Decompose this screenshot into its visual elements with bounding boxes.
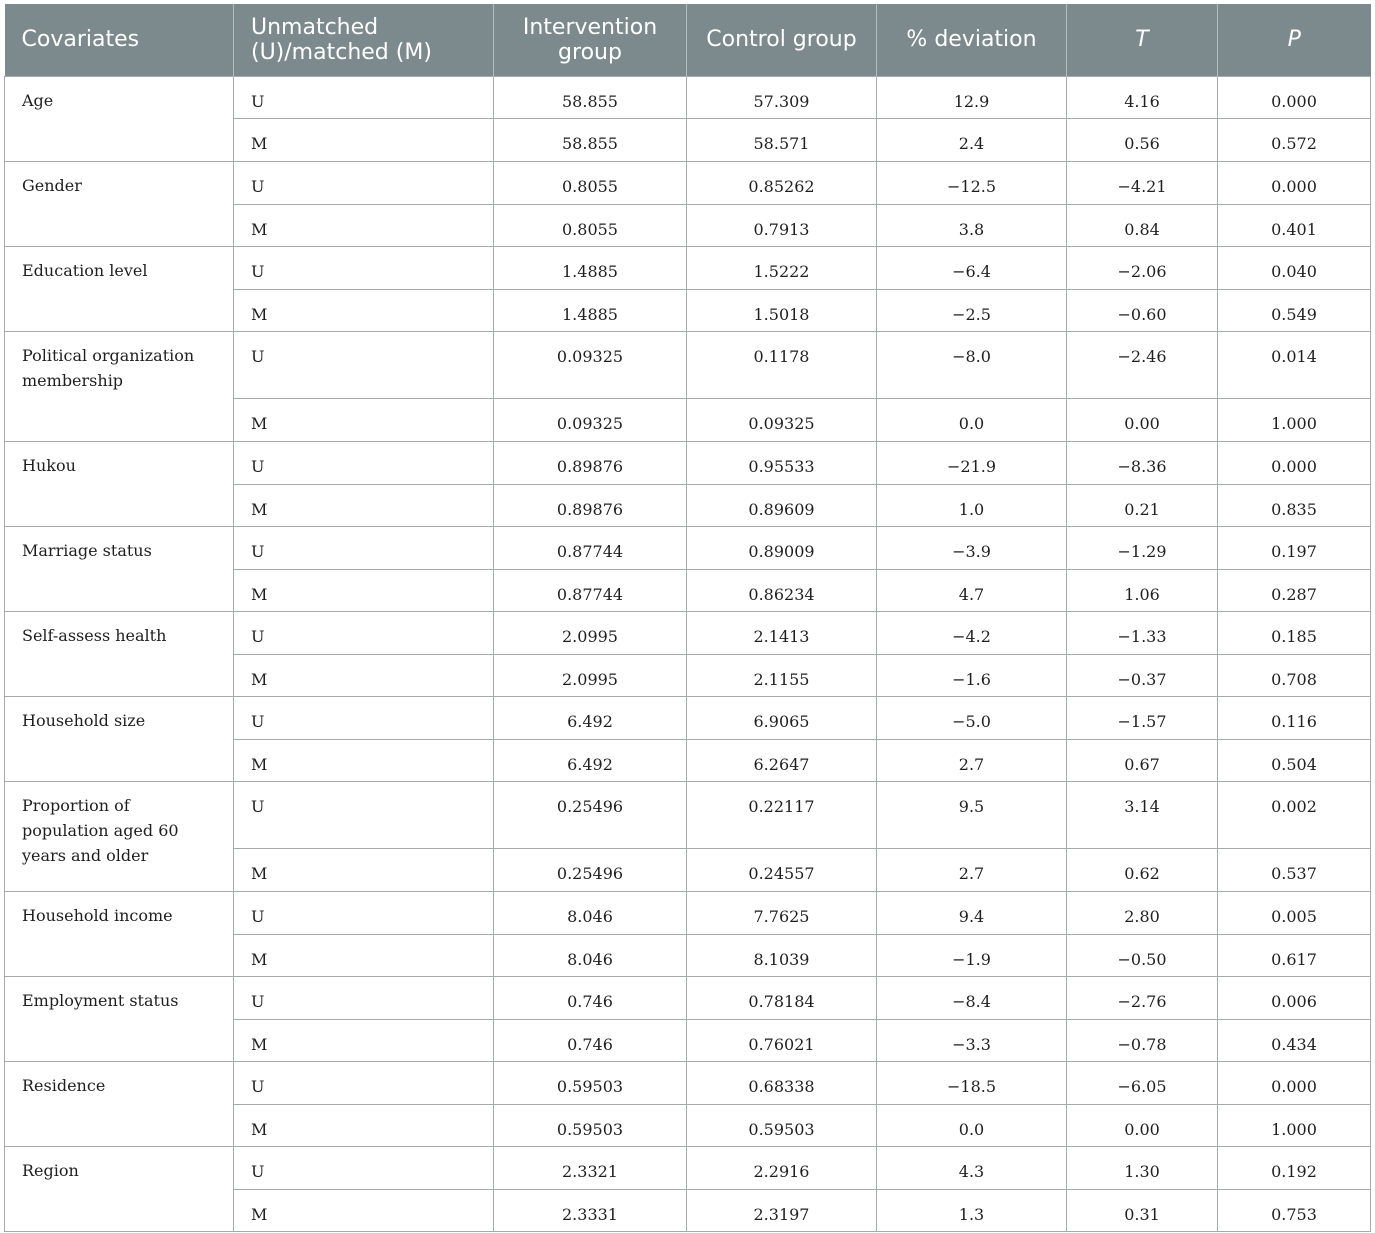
header-row	[5, 4, 1371, 76]
covariate-cell: Household income	[5, 891, 234, 976]
t-cell: −0.60	[1067, 289, 1218, 331]
deviation-cell: 1.0	[877, 484, 1067, 526]
status-cell: U	[234, 526, 494, 569]
table-row	[5, 976, 1371, 1019]
p-cell: 0.006	[1218, 976, 1371, 1019]
t-cell: 0.67	[1067, 739, 1218, 781]
p-cell: 0.434	[1218, 1019, 1371, 1061]
status-cell: M	[234, 1019, 494, 1061]
control-cell: 8.1039	[687, 934, 877, 976]
deviation-cell: −3.3	[877, 1019, 1067, 1061]
t-cell: −2.76	[1067, 976, 1218, 1019]
table-row	[5, 696, 1371, 739]
status-cell: U	[234, 1061, 494, 1104]
deviation-cell: 2.4	[877, 118, 1067, 161]
status-cell: M	[234, 398, 494, 441]
status-cell: U	[234, 976, 494, 1019]
t-cell: −1.33	[1067, 611, 1218, 654]
control-cell: 0.86234	[687, 569, 877, 611]
deviation-cell: −21.9	[877, 441, 1067, 484]
t-cell: −2.46	[1067, 331, 1218, 398]
control-cell: 6.9065	[687, 696, 877, 739]
deviation-cell: 3.8	[877, 204, 1067, 246]
table-row	[5, 526, 1371, 569]
table-row	[5, 76, 1371, 118]
control-cell: 0.89609	[687, 484, 877, 526]
deviation-cell: −1.9	[877, 934, 1067, 976]
control-cell: 2.1155	[687, 654, 877, 696]
intervention-cell: 0.25496	[494, 848, 687, 891]
status-cell: U	[234, 781, 494, 848]
intervention-cell: 0.59503	[494, 1104, 687, 1146]
intervention-cell: 0.87744	[494, 569, 687, 611]
status-cell: M	[234, 204, 494, 246]
status-cell: M	[234, 484, 494, 526]
table-row	[5, 891, 1371, 934]
status-cell: U	[234, 696, 494, 739]
control-cell: 0.76021	[687, 1019, 877, 1061]
status-cell: M	[234, 1189, 494, 1231]
header-p: P	[1218, 4, 1371, 76]
control-cell: 7.7625	[687, 891, 877, 934]
intervention-cell: 0.746	[494, 1019, 687, 1061]
t-cell: −4.21	[1067, 161, 1218, 204]
t-cell: 3.14	[1067, 781, 1218, 848]
t-cell: 4.16	[1067, 76, 1218, 118]
deviation-cell: 1.3	[877, 1189, 1067, 1231]
deviation-cell: −12.5	[877, 161, 1067, 204]
intervention-cell: 58.855	[494, 118, 687, 161]
control-cell: 0.78184	[687, 976, 877, 1019]
covariate-cell: Education level	[5, 246, 234, 331]
table-row	[5, 331, 1371, 398]
status-cell: M	[234, 934, 494, 976]
status-cell: U	[234, 441, 494, 484]
header-covariates: Covariates	[5, 4, 234, 76]
p-cell: 0.014	[1218, 331, 1371, 398]
t-cell: 0.00	[1067, 398, 1218, 441]
t-cell: −8.36	[1067, 441, 1218, 484]
status-cell: M	[234, 848, 494, 891]
intervention-cell: 1.4885	[494, 246, 687, 289]
status-cell: M	[234, 654, 494, 696]
t-cell: 0.00	[1067, 1104, 1218, 1146]
status-cell: M	[234, 1104, 494, 1146]
table-row	[5, 161, 1371, 204]
p-cell: 0.000	[1218, 161, 1371, 204]
intervention-cell: 0.87744	[494, 526, 687, 569]
covariate-cell: Gender	[5, 161, 234, 246]
covariate-cell: Marriage status	[5, 526, 234, 611]
t-cell: −0.50	[1067, 934, 1218, 976]
table-row	[5, 1061, 1371, 1104]
covariate-cell: Self-assess health	[5, 611, 234, 696]
t-cell: 0.56	[1067, 118, 1218, 161]
t-cell: 2.80	[1067, 891, 1218, 934]
control-cell: 0.24557	[687, 848, 877, 891]
covariate-cell: Employment status	[5, 976, 234, 1061]
covariate-cell: Proportion of population aged 60 years and older	[5, 781, 234, 891]
p-cell: 0.000	[1218, 76, 1371, 118]
p-cell: 0.537	[1218, 848, 1371, 891]
table-row	[5, 441, 1371, 484]
p-cell: 0.753	[1218, 1189, 1371, 1231]
p-cell: 0.000	[1218, 1061, 1371, 1104]
p-cell: 0.040	[1218, 246, 1371, 289]
p-cell: 0.401	[1218, 204, 1371, 246]
status-cell: U	[234, 161, 494, 204]
status-cell: U	[234, 891, 494, 934]
intervention-cell: 0.746	[494, 976, 687, 1019]
intervention-cell: 1.4885	[494, 289, 687, 331]
covariate-cell: Age	[5, 76, 234, 161]
control-cell: 0.68338	[687, 1061, 877, 1104]
deviation-cell: 4.7	[877, 569, 1067, 611]
deviation-cell: −4.2	[877, 611, 1067, 654]
control-cell: 2.3197	[687, 1189, 877, 1231]
table-row	[5, 246, 1371, 289]
control-cell: 0.59503	[687, 1104, 877, 1146]
deviation-cell: −3.9	[877, 526, 1067, 569]
intervention-cell: 6.492	[494, 696, 687, 739]
control-cell: 0.95533	[687, 441, 877, 484]
t-cell: −0.78	[1067, 1019, 1218, 1061]
p-cell: 0.708	[1218, 654, 1371, 696]
status-cell: U	[234, 331, 494, 398]
p-cell: 0.572	[1218, 118, 1371, 161]
covariate-cell: Region	[5, 1146, 234, 1231]
deviation-cell: 9.5	[877, 781, 1067, 848]
intervention-cell: 0.25496	[494, 781, 687, 848]
t-cell: 1.30	[1067, 1146, 1218, 1189]
intervention-cell: 0.09325	[494, 398, 687, 441]
status-cell: M	[234, 739, 494, 781]
intervention-cell: 8.046	[494, 934, 687, 976]
t-cell: 0.21	[1067, 484, 1218, 526]
status-cell: M	[234, 118, 494, 161]
status-cell: U	[234, 611, 494, 654]
covariate-cell: Hukou	[5, 441, 234, 526]
deviation-cell: 2.7	[877, 739, 1067, 781]
t-cell: 0.62	[1067, 848, 1218, 891]
status-cell: U	[234, 246, 494, 289]
intervention-cell: 6.492	[494, 739, 687, 781]
p-cell: 1.000	[1218, 398, 1371, 441]
intervention-cell: 0.89876	[494, 441, 687, 484]
intervention-cell: 0.09325	[494, 331, 687, 398]
intervention-cell: 0.8055	[494, 204, 687, 246]
covariate-cell: Residence	[5, 1061, 234, 1146]
deviation-cell: 12.9	[877, 76, 1067, 118]
deviation-cell: −18.5	[877, 1061, 1067, 1104]
p-cell: 0.185	[1218, 611, 1371, 654]
deviation-cell: −1.6	[877, 654, 1067, 696]
header-unmatched-matched: Unmatched (U)/matched (M)	[234, 4, 494, 76]
intervention-cell: 0.8055	[494, 161, 687, 204]
header-t: T	[1067, 4, 1218, 76]
table-row	[5, 1146, 1371, 1189]
control-cell: 2.1413	[687, 611, 877, 654]
p-cell: 0.197	[1218, 526, 1371, 569]
control-cell: 57.309	[687, 76, 877, 118]
deviation-cell: −2.5	[877, 289, 1067, 331]
status-cell: M	[234, 289, 494, 331]
t-cell: −1.57	[1067, 696, 1218, 739]
t-cell: −6.05	[1067, 1061, 1218, 1104]
control-cell: 6.2647	[687, 739, 877, 781]
control-cell: 0.1178	[687, 331, 877, 398]
p-cell: 0.002	[1218, 781, 1371, 848]
control-cell: 0.85262	[687, 161, 877, 204]
p-cell: 0.192	[1218, 1146, 1371, 1189]
deviation-cell: −6.4	[877, 246, 1067, 289]
t-cell: −2.06	[1067, 246, 1218, 289]
header-intervention-group: Intervention group	[494, 4, 687, 76]
p-cell: 0.835	[1218, 484, 1371, 526]
control-cell: 58.571	[687, 118, 877, 161]
intervention-cell: 58.855	[494, 76, 687, 118]
t-cell: 0.84	[1067, 204, 1218, 246]
deviation-cell: 9.4	[877, 891, 1067, 934]
control-cell: 2.2916	[687, 1146, 877, 1189]
status-cell: U	[234, 76, 494, 118]
control-cell: 1.5222	[687, 246, 877, 289]
intervention-cell: 2.0995	[494, 654, 687, 696]
status-cell: U	[234, 1146, 494, 1189]
deviation-cell: 4.3	[877, 1146, 1067, 1189]
t-cell: −0.37	[1067, 654, 1218, 696]
intervention-cell: 2.3331	[494, 1189, 687, 1231]
t-cell: 1.06	[1067, 569, 1218, 611]
p-cell: 0.116	[1218, 696, 1371, 739]
intervention-cell: 2.3321	[494, 1146, 687, 1189]
intervention-cell: 8.046	[494, 891, 687, 934]
deviation-cell: −8.4	[877, 976, 1067, 1019]
covariate-cell: Political organization membership	[5, 331, 234, 441]
t-cell: −1.29	[1067, 526, 1218, 569]
p-cell: 0.549	[1218, 289, 1371, 331]
p-cell: 0.504	[1218, 739, 1371, 781]
control-cell: 1.5018	[687, 289, 877, 331]
p-cell: 0.000	[1218, 441, 1371, 484]
p-cell: 0.617	[1218, 934, 1371, 976]
deviation-cell: 2.7	[877, 848, 1067, 891]
covariate-balance-table	[4, 4, 1371, 1232]
p-cell: 0.287	[1218, 569, 1371, 611]
deviation-cell: −5.0	[877, 696, 1067, 739]
control-cell: 0.7913	[687, 204, 877, 246]
intervention-cell: 2.0995	[494, 611, 687, 654]
header-control-group: Control group	[687, 4, 877, 76]
deviation-cell: 0.0	[877, 398, 1067, 441]
p-cell: 1.000	[1218, 1104, 1371, 1146]
status-cell: M	[234, 569, 494, 611]
control-cell: 0.22117	[687, 781, 877, 848]
t-cell: 0.31	[1067, 1189, 1218, 1231]
header-percent-deviation: % deviation	[877, 4, 1067, 76]
table-body	[5, 76, 1371, 1231]
covariate-cell: Household size	[5, 696, 234, 781]
control-cell: 0.89009	[687, 526, 877, 569]
p-cell: 0.005	[1218, 891, 1371, 934]
deviation-cell: 0.0	[877, 1104, 1067, 1146]
control-cell: 0.09325	[687, 398, 877, 441]
table-row	[5, 781, 1371, 848]
intervention-cell: 0.59503	[494, 1061, 687, 1104]
intervention-cell: 0.89876	[494, 484, 687, 526]
deviation-cell: −8.0	[877, 331, 1067, 398]
table-row	[5, 611, 1371, 654]
